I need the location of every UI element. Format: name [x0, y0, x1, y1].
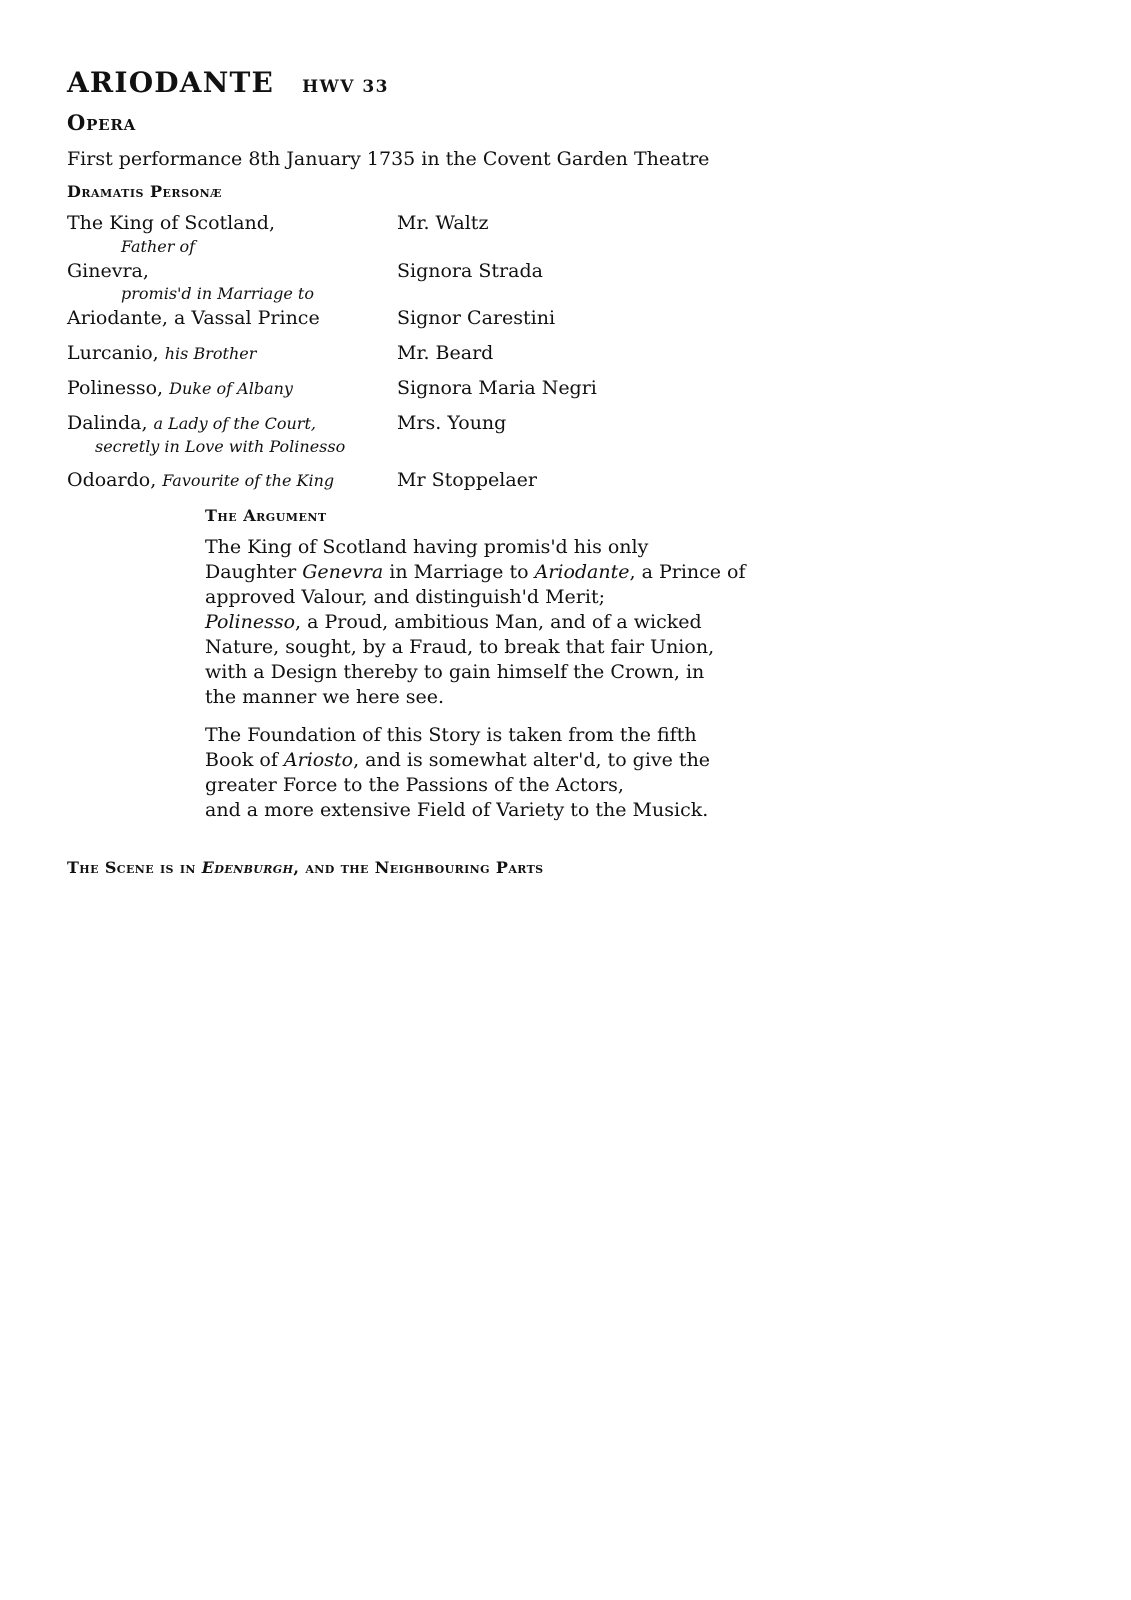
cast-role: Odoardo, [67, 469, 157, 491]
opera-title: ARIODANTE [67, 66, 275, 99]
text-line: approved Valour, and distinguish'd Merit; [205, 586, 605, 608]
cast-subline: secretly in Love with Polinesso [95, 437, 346, 456]
text-line: Daughter Genevra in Marriage to Ariodante, a Prince of [205, 561, 746, 583]
text-line: Book of Ariosto, and is somewhat alter'd, to give the [205, 749, 711, 771]
cast-role: Dalinda, [67, 412, 148, 434]
text-line: and a more extensive Field of Variety to the Musick. [205, 799, 709, 821]
cast-singer: Mr. Waltz [397, 212, 489, 234]
catalogue-number: HWV 33 [302, 77, 389, 97]
cast-singer: Mr Stoppelaer [397, 469, 537, 491]
argument-paragraph [205, 723, 725, 823]
genre-heading: Opera [67, 110, 137, 135]
text-line: The Foundation of this Story is taken from the fifth [205, 724, 697, 746]
cast-role: Ariodante, a Vassal Prince [67, 307, 320, 329]
argument-heading: The Argument [205, 506, 327, 525]
text-line: greater Force to the Passions of the Actors, [205, 774, 624, 796]
cast-subline: promis'd in Marriage to [121, 284, 314, 303]
cast-role: The King of Scotland, [67, 212, 275, 234]
cast-singer: Mrs. Young [397, 412, 507, 434]
cast-role: Polinesso, [67, 377, 164, 399]
text-line: Polinesso, a Proud, ambitious Man, and of a wicked [205, 611, 702, 633]
cast-singer: Signora Strada [397, 260, 543, 282]
cast-singer: Signora Maria Negri [397, 377, 597, 399]
cast-description: Duke of Albany [169, 379, 293, 398]
cast-description: a Lady of the Court, [153, 414, 316, 433]
argument-paragraph [205, 535, 746, 710]
first-performance: First performance 8th January 1735 in the Covent Garden Theatre [67, 148, 710, 170]
cast-singer: Signor Carestini [397, 307, 556, 329]
text-line: Nature, sought, by a Fraud, to break that fair Union, [205, 636, 715, 658]
cast-singer: Mr. Beard [397, 342, 494, 364]
text-line: with a Design thereby to gain himself the Crown, in [205, 661, 705, 683]
title-line [67, 66, 389, 99]
text-line: the manner we here see. [205, 686, 445, 708]
scene-line: The Scene is in Edenburgh, and the Neighbouring Parts [67, 858, 544, 877]
cast-role: Ginevra, [67, 260, 149, 282]
cast-description: his Brother [164, 344, 257, 363]
cast-subline: Father of [121, 237, 196, 256]
text-line: The King of Scotland having promis'd his only [205, 536, 649, 558]
dramatis-personae-heading: Dramatis Personæ [67, 182, 223, 201]
cast-role: Lurcanio, [67, 342, 159, 364]
cast-description: Favourite of the King [162, 471, 335, 490]
